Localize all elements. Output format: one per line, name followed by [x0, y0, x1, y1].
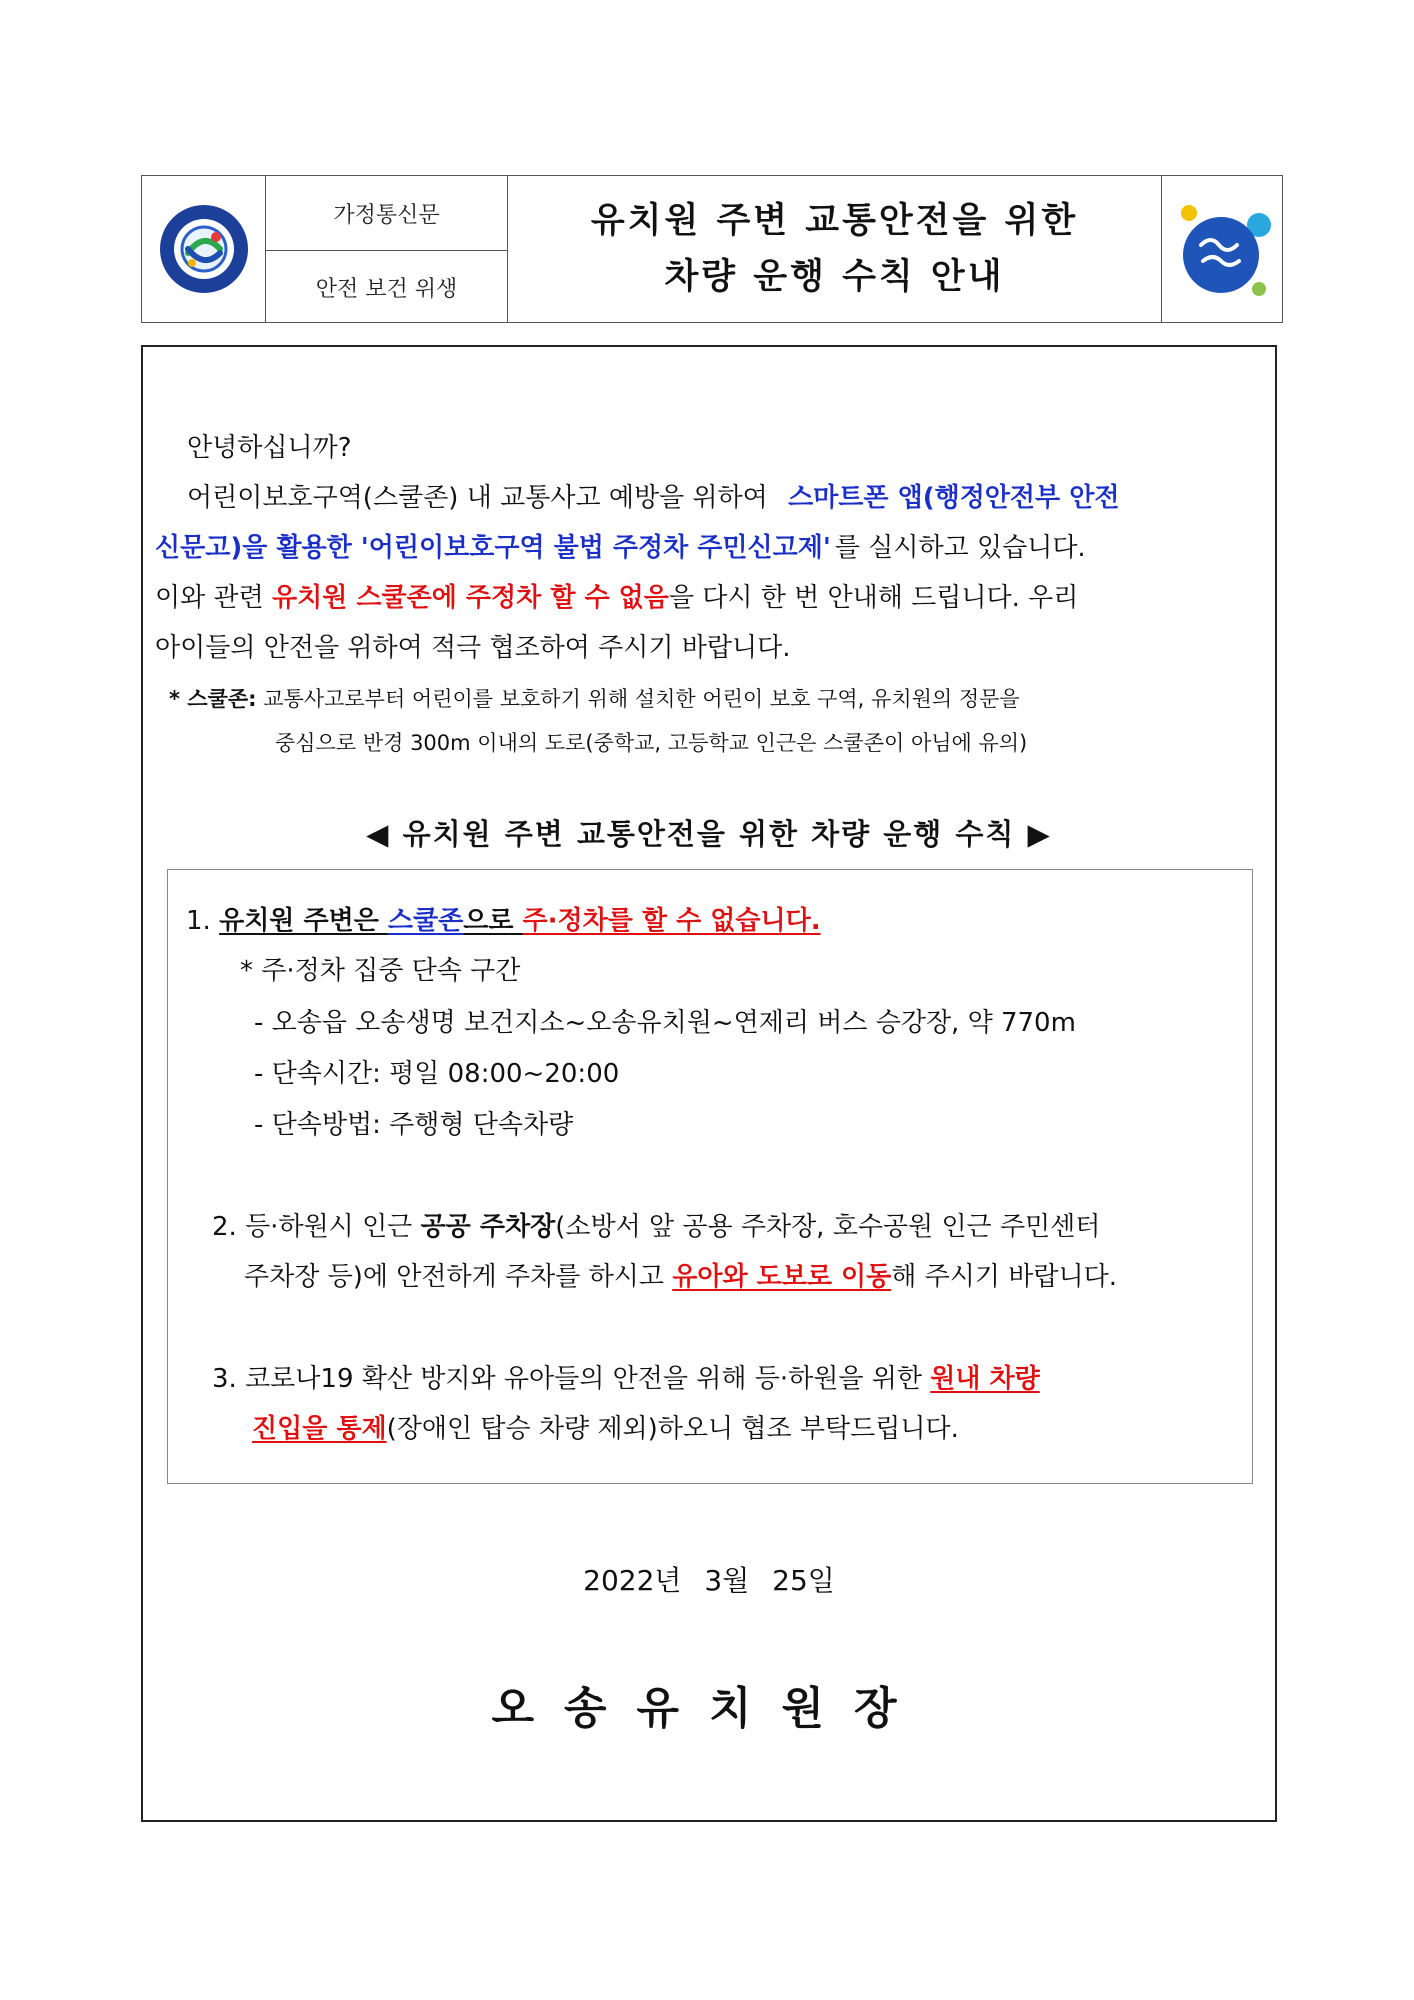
rule-1-d: 주·정차를 할 수 없습니다. — [522, 906, 821, 936]
category-top: 가정통신문 — [266, 176, 507, 251]
rule-1-a: 유치원 주변은 — [219, 906, 388, 936]
p3-highlight: 유치원 스쿨존에 주정차 할 수 없음 — [272, 583, 669, 613]
category-bottom: 안전 보건 위생 — [315, 276, 458, 302]
title-cell — [508, 176, 1162, 322]
paragraph-line4: 아이들의 안전을 위하여 적극 협조하여 주시기 바랍니다. — [155, 633, 791, 663]
p1-text: 어린이보호구역(스쿨존) 내 교통사고 예방을 위하여 — [187, 483, 777, 513]
rule-1-sub1: - 오송읍 오송생명 보건지소~오송유치원~연제리 버스 승강장, 약 770m — [254, 1008, 1076, 1038]
p2-highlight: 신문고)을 활용한 '어린이보호구역 불법 주정차 주민신고제' — [155, 533, 831, 563]
rule-2-line2 — [244, 1256, 1117, 1293]
campaign-cell — [1162, 176, 1284, 322]
paragraph-line1 — [187, 477, 1119, 514]
rule-1 — [186, 900, 821, 937]
document-title-line1: 유치원 주변 교통안전을 위한 — [590, 201, 1079, 241]
rule-2-line1 — [212, 1206, 1100, 1243]
p2-text: 를 실시하고 있습니다. — [834, 533, 1086, 563]
rules-title: ◀ 유치원 주변 교통안전을 위한 차량 운행 수칙 ▶ — [366, 817, 1052, 851]
rule-2-a: 2. 등·하원시 인근 — [212, 1212, 421, 1242]
rule-2-c: (소방서 앞 공용 주차장, 호수공원 인근 주민센터 — [555, 1212, 1101, 1242]
rule-1-num: 1. — [186, 906, 220, 936]
logo-cell — [142, 176, 266, 322]
rules-box — [167, 869, 1253, 1484]
schoolzone-note-line1 — [169, 683, 1020, 713]
p3-text-c: 을 다시 한 번 안내해 드립니다. 우리 — [668, 583, 1079, 613]
rule-2-f: 해 주시기 바랍니다. — [891, 1262, 1117, 1292]
rule-2-b: 공공 주차장 — [420, 1212, 556, 1242]
kindergarten-logo-icon — [158, 203, 250, 295]
rule-2-d: 주차장 등)에 안전하게 주차를 하시고 — [244, 1262, 673, 1292]
rule-1-b: 스쿨존 — [387, 906, 464, 936]
rule-3-b: 원내 차량 — [930, 1364, 1040, 1394]
header-table — [141, 175, 1283, 323]
p1-highlight: 스마트폰 앱(행정안전부 안전 — [788, 483, 1120, 513]
rule-3-a: 3. 코로나19 확산 방지와 유아들의 안전을 위해 등·하원을 위한 — [212, 1364, 931, 1394]
rule-3-c: 진입을 통제 — [252, 1414, 387, 1444]
issue-date: 2022년 3월 25일 — [583, 1564, 835, 1597]
paragraph-line2 — [155, 527, 1086, 564]
rule-1-sub2: - 단속시간: 평일 08:00~20:00 — [254, 1059, 620, 1089]
rule-3-line1 — [212, 1358, 1040, 1395]
signature: 오송유치원장 — [491, 1683, 927, 1734]
paragraph-line3 — [155, 577, 1078, 614]
note-text1: 교통사고로부터 어린이를 보호하기 위해 설치한 어린이 보호 구역, 유치원의 정문을 — [256, 687, 1020, 711]
greeting: 안녕하십니까? — [187, 433, 352, 463]
rule-3-line2 — [252, 1408, 959, 1445]
category-cell — [266, 176, 508, 322]
rule-3-d: (장애인 탑승 차량 제외)하오니 협조 부탁드립니다. — [386, 1414, 959, 1444]
document-body — [141, 345, 1277, 1822]
p3-text-a: 이와 관련 — [155, 583, 272, 613]
rule-1-c: 으로 — [463, 906, 523, 936]
note-label: * 스쿨존: — [169, 687, 257, 711]
rule-1-sub-head: * 주·정차 집중 단속 구간 — [240, 956, 521, 986]
rule-2-e: 유아와 도보로 이동 — [672, 1262, 892, 1292]
document-title-line2: 차량 운행 수칙 안내 — [664, 257, 1005, 297]
rule-1-sub3: - 단속방법: 주행형 단속차량 — [254, 1110, 574, 1140]
schoolzone-note-line2: 중심으로 반경 300m 이내의 도로(중학교, 고등학교 인근은 스쿨존이 아님에 유의) — [275, 731, 1028, 755]
campaign-logo-icon — [1173, 199, 1273, 299]
